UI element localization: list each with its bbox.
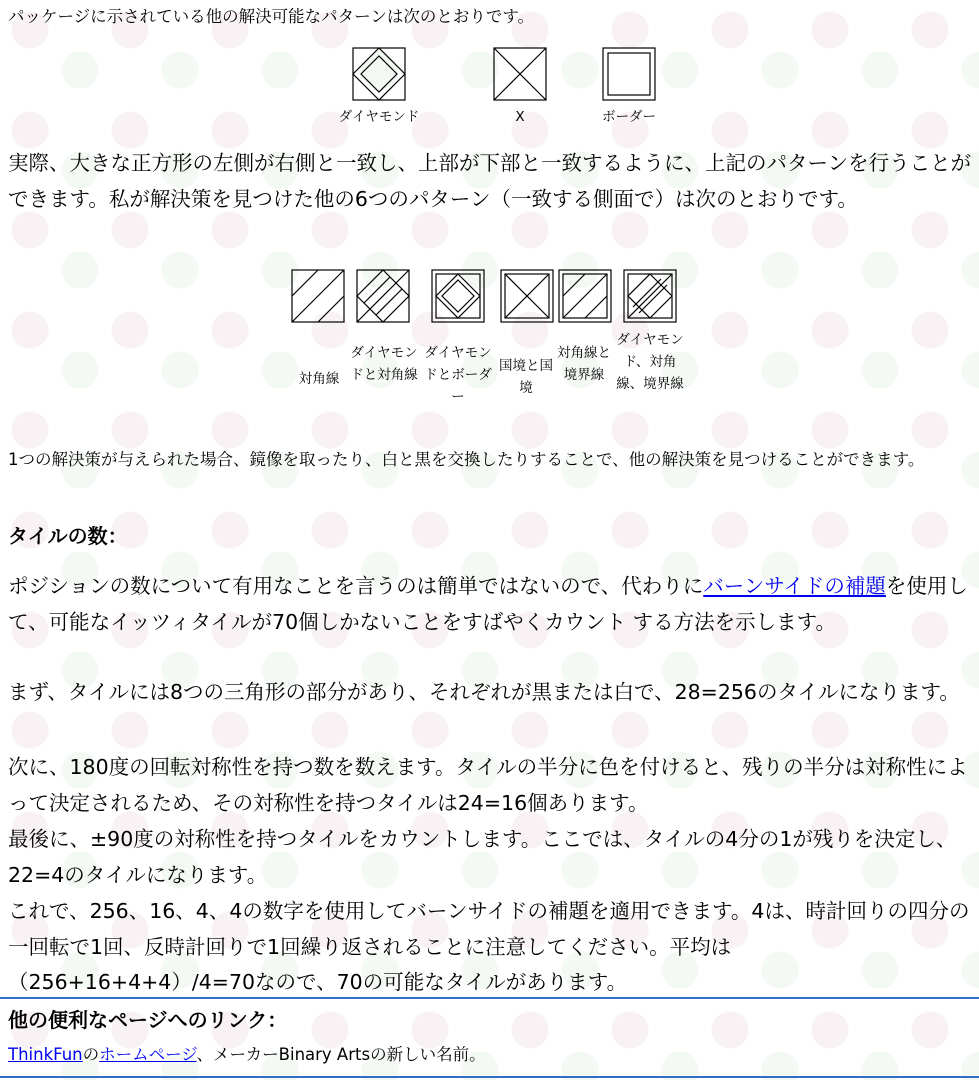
diagonal-border-pattern-tile <box>558 269 612 323</box>
burnside-lemma-link[interactable]: バーンサイドの補題 <box>703 574 886 598</box>
links-heading: 他の便利なページへのリンク： <box>8 1008 288 1032</box>
x-pattern-tile <box>493 47 547 101</box>
pattern-label-diagonal-border: 対角線と境界線 <box>557 345 611 383</box>
pattern-label-diamond-border: ダイヤモンドとボーダー <box>424 345 492 405</box>
border-border-pattern-tile <box>500 269 554 323</box>
bottom-divider <box>0 1076 979 1078</box>
burnside-text-before: ポジションの数について有用なことを言うのは簡単ではないので、代わりに <box>8 574 704 598</box>
section-divider <box>0 997 979 999</box>
intro-text: パッケージに示されている他の解決可能なパターンは次のとおりです。 <box>8 7 535 26</box>
tiles-count-heading: タイルの数： <box>8 524 128 548</box>
third-step-paragraph: 最後に、±90度の対称性を持つタイルをカウントします。ここでは、タイルの4分の1が残りを決定し、22=4のタイルになります。 <box>8 827 957 887</box>
burnside-text-after: を使用して、可能なイッツィタイルが70個しかないことをすばやくカウント する方法を示します。 <box>8 574 968 634</box>
diamond-diagonal-pattern-tile <box>356 269 410 323</box>
pattern-label-border-border: 国境と国境 <box>499 358 553 396</box>
homepage-link[interactable]: ホームページ <box>99 1045 197 1064</box>
matching-sides-paragraph: 実際、大きな正方形の左側が右側と一致し、上部が下部と一致するように、上記のパターンを行うことができます。私が解決策を見つけた他の6つのパターン（一致する側面で）は次のとおりです。 <box>8 151 972 211</box>
border-pattern-tile <box>602 47 656 101</box>
pattern-label-diamond: ダイヤモンド <box>338 109 420 125</box>
diamond-diagonal-border-pattern-tile <box>623 269 677 323</box>
second-step-paragraph: 次に、180度の回転対称性を持つ数を数えます。タイルの半分に色を付けると、残りの半分は対称性によって決定されるため、その対称性を持つタイルは24=16個あります。 <box>8 755 968 815</box>
pattern-label-diamond-diagonal: ダイヤモンドと対角線 <box>350 345 418 383</box>
links-text-mid: の <box>82 1045 100 1064</box>
conclusion-paragraph: これで、256、16、4、4の数字を使用してバーンサイドの補題を適用できます。4は、時計回りの四分の一回転で1回、反時計回りで1回繰り返されることに注意してください。平均は（256+16+4+4）/4=70なので、70の可能なタイルがあります。 <box>8 899 970 994</box>
links-paragraph <box>8 1040 973 1070</box>
diamond-border-pattern-tile <box>431 269 485 323</box>
first-step-paragraph: まず、タイルには8つの三角形の部分があり、それぞれが黒または白で、28=256のタイルになります。 <box>8 680 960 704</box>
burnside-paragraph <box>8 569 973 640</box>
links-text-after: 、メーカーBinary Artsの新しい名前。 <box>196 1045 486 1064</box>
diagonal-pattern-tile <box>291 269 345 323</box>
thinkfun-link[interactable]: ThinkFun <box>8 1045 83 1064</box>
pattern-label-diagonal: 対角線 <box>298 371 340 387</box>
diamond-pattern-tile <box>352 47 406 101</box>
mirror-solutions-paragraph: 1つの解決策が与えられた場合、鏡像を取ったり、白と黒を交換したりすることで、他の解決策を見つけることができます。 <box>8 450 925 469</box>
pattern-label-border: ボーダー <box>602 109 656 125</box>
pattern-label-x: X <box>515 109 525 125</box>
pattern-label-diamond-diagonal-border: ダイヤモンド、対角線、境界線 <box>616 332 684 392</box>
